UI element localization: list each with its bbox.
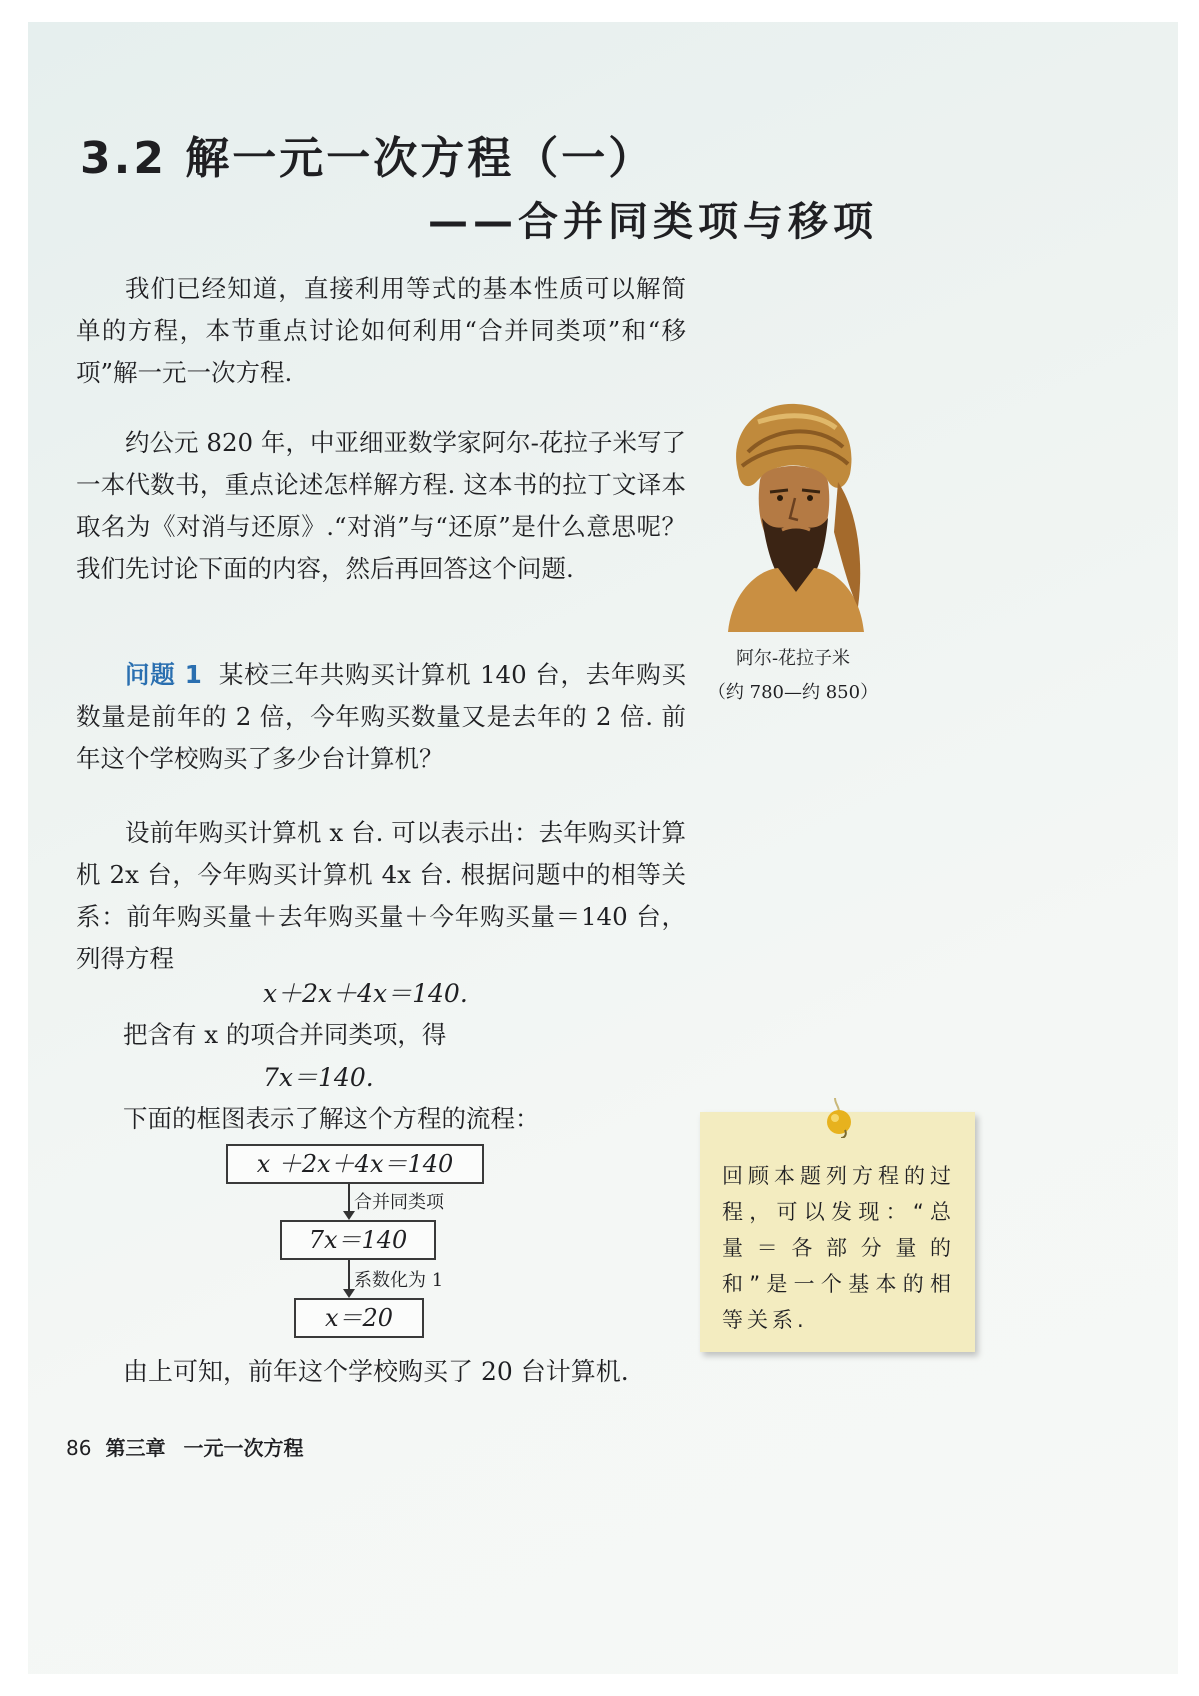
page-number: 86 bbox=[66, 1436, 92, 1460]
margin-note: 回顾本题列方程的过程，可以发现：“总量＝各部分量的和”是一个基本的相等关系. bbox=[700, 1112, 975, 1352]
flowchart-step-coefficient: 系数化为 1 bbox=[354, 1270, 444, 1291]
flowchart-box-equation: x ＋2x＋4x＝140 bbox=[226, 1144, 484, 1184]
problem-text: 某校三年共购买计算机 140 台，去年购买数量是前年的 2 倍，今年购买数量又是去年的 2 倍. 前年这个学校购买了多少台计算机？ bbox=[76, 660, 686, 773]
problem-paragraph bbox=[76, 654, 686, 780]
intro-paragraph: 我们已经知道，直接利用等式的基本性质可以解简单的方程，本节重点讨论如何利用“合并同类项”和“移项”解一元一次方程. bbox=[76, 274, 686, 387]
conclusion-text: 由上可知，前年这个学校购买了 20 台计算机. bbox=[123, 1357, 629, 1386]
portrait-caption-name: 阿尔-花拉子米 bbox=[735, 648, 851, 669]
section-subtitle: ——合并同类项与移项 bbox=[428, 199, 878, 245]
portrait-caption-years: （约 780—约 850） bbox=[707, 682, 879, 703]
flowchart-box-simplified: 7x＝140 bbox=[280, 1220, 436, 1260]
flowchart-box-solution: x＝20 bbox=[294, 1298, 424, 1338]
history-paragraph: 约公元 820 年，中亚细亚数学家阿尔-花拉子米写了一本代数书，重点论述怎样解方程. 这本书的拉丁文译本取名为《对消与还原》.“对消”与“还原”是什么意思呢？我们先讨论下面的内容，然后再回答这个问题. bbox=[76, 428, 686, 583]
equation-2: 7x＝140. bbox=[263, 1063, 374, 1092]
flowchart-intro: 下面的框图表示了解这个方程的流程： bbox=[123, 1104, 540, 1133]
chapter-title: 一元一次方程 bbox=[183, 1436, 304, 1460]
portrait-illustration bbox=[718, 392, 868, 632]
chapter-label: 第三章 bbox=[105, 1436, 166, 1460]
flowchart-arrow-1 bbox=[348, 1184, 350, 1218]
flowchart-arrow-2 bbox=[348, 1260, 350, 1296]
pushpin-icon bbox=[823, 1098, 853, 1138]
combine-instruction: 把含有 x 的项合并同类项，得 bbox=[123, 1020, 447, 1049]
problem-label: 问题 1 bbox=[125, 660, 202, 689]
textbook-page bbox=[28, 22, 1178, 1674]
page-footer bbox=[66, 1432, 303, 1461]
flowchart-step-combine: 合并同类项 bbox=[354, 1192, 444, 1213]
equation-1: x＋2x＋4x＝140. bbox=[263, 979, 468, 1008]
section-title: 3.2 解一元一次方程（一） bbox=[80, 133, 656, 184]
solution-paragraph: 设前年购买计算机 x 台. 可以表示出：去年购买计算机 2x 台，今年购买计算机 4x 台. 根据问题中的相等关系：前年购买量＋去年购买量＋今年购买量＝140 台，列得方程 bbox=[76, 818, 686, 973]
